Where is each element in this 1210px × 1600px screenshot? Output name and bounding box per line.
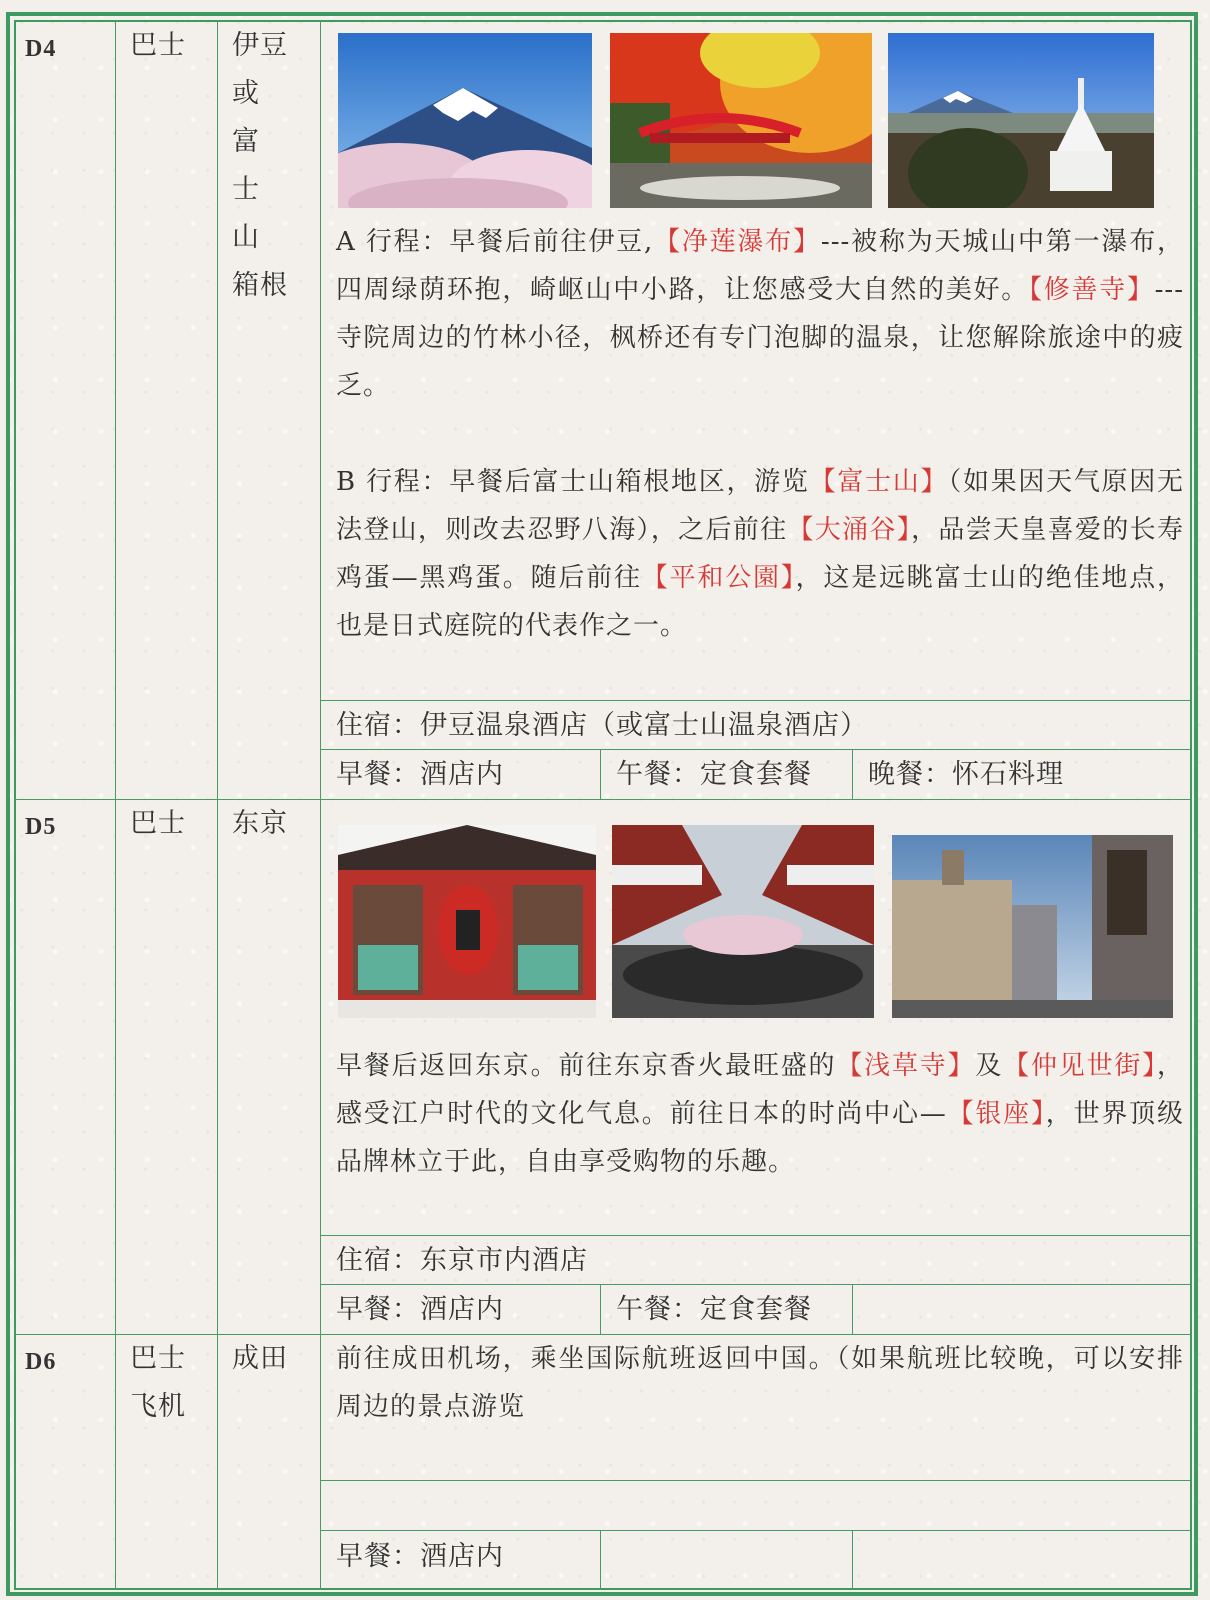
destination-label: 东京 <box>232 808 288 839</box>
tokyo-description: 早餐后返回东京。前往东京香火最旺盛的【浅草寺】及【仲见世街】，感受江户时代的文化气息。前往日本的时尚中心—【银座】，世界顶级品牌林立于此，自由享受购物的乐趣。 <box>336 1051 1184 1177</box>
plan-a-description: A 行程：早餐后前往伊豆,【净莲瀑布】---被称为天城山中第一瀑布，四周绿荫环抱，崎岖山中小路，让您感受大自然的美好。【修善寺】---寺院周边的竹林小径，枫桥还有专门泡脚的温泉，让您解除旅途中的疲乏。 <box>336 227 1185 401</box>
lodging-info: 住宿：伊豆温泉酒店（或富士山温泉酒店） <box>336 710 868 741</box>
spot-highlight: 【修善寺】 <box>1029 275 1155 305</box>
column-divider <box>217 20 218 1590</box>
day-divider <box>14 799 1192 800</box>
meal-divider <box>852 749 853 799</box>
red-bridge-autumn-maple-photo <box>610 33 872 208</box>
row-divider <box>320 1480 1192 1481</box>
breakfast-info: 早餐：酒店内 <box>336 1294 504 1325</box>
meal-divider <box>600 1530 601 1590</box>
destination-line: 或 <box>232 78 260 109</box>
meal-divider <box>852 1530 853 1590</box>
transport-line: 飞机 <box>130 1391 186 1422</box>
destination-label <box>232 22 312 310</box>
breakfast-info: 早餐：酒店内 <box>336 759 504 790</box>
fuji-cherry-blossom-photo <box>338 33 592 208</box>
destination-line: 山 <box>232 222 260 253</box>
spot-highlight: 【浅草寺】 <box>836 1051 976 1081</box>
destination-line: 富 士 <box>232 126 288 205</box>
spot-highlight: 【银座】 <box>946 1099 1046 1129</box>
lunch-info: 午餐：定食套餐 <box>616 1294 812 1325</box>
column-divider <box>115 20 116 1590</box>
row-divider <box>320 1530 1192 1531</box>
transport-label: 巴士 <box>130 30 186 61</box>
spot-highlight: 【大涌谷】 <box>787 515 912 545</box>
plan-b-description: B 行程：早餐后富士山箱根地区，游览【富士山】（如果因天气原因无法登山，则改去忍野八海），之后前往【大涌谷】，品尝天皇喜爱的长寿鸡蛋—黑鸡蛋。随后前往【平和公園】，这是远眺富士山的绝佳地点，也是日式庭院的代表作之一。 <box>336 467 1184 641</box>
lunch-info: 午餐：定食套餐 <box>616 759 812 790</box>
meal-divider <box>852 1284 853 1334</box>
destination-label: 成田 <box>232 1343 288 1374</box>
column-divider <box>320 20 321 1590</box>
nakamise-street-photo <box>612 825 874 1018</box>
transport-line: 巴士 <box>130 1343 186 1374</box>
fuji-white-pagoda-photo <box>888 33 1154 208</box>
lodging-info: 住宿：东京市内酒店 <box>336 1245 588 1276</box>
row-divider <box>320 700 1192 701</box>
day-label: D6 <box>25 1349 57 1375</box>
sensoji-gate-lantern-photo <box>338 825 596 1018</box>
transport-label <box>130 1335 186 1431</box>
meal-divider <box>600 749 601 799</box>
meal-divider <box>600 1284 601 1334</box>
dinner-info: 晚餐：怀石料理 <box>868 759 1064 790</box>
destination-line: 箱根 <box>232 270 288 301</box>
transport-label: 巴士 <box>130 808 186 839</box>
day-label: D4 <box>25 36 57 62</box>
breakfast-info: 早餐：酒店内 <box>336 1541 504 1572</box>
destination-line: 伊豆 <box>232 30 288 61</box>
day-label: D5 <box>25 814 57 840</box>
spot-highlight: 【富士山】 <box>809 467 949 497</box>
spot-highlight: 【净莲瀑布】 <box>653 227 821 257</box>
spot-highlight: 【平和公園】 <box>641 563 796 593</box>
row-divider <box>320 1235 1192 1236</box>
spot-highlight: 【仲见世街】 <box>1003 1051 1157 1081</box>
narita-description: 前往成田机场，乘坐国际航班返回中国。（如果航班比较晚，可以安排周边的景点游览 <box>336 1344 1184 1422</box>
ginza-street-photo <box>892 835 1173 1018</box>
